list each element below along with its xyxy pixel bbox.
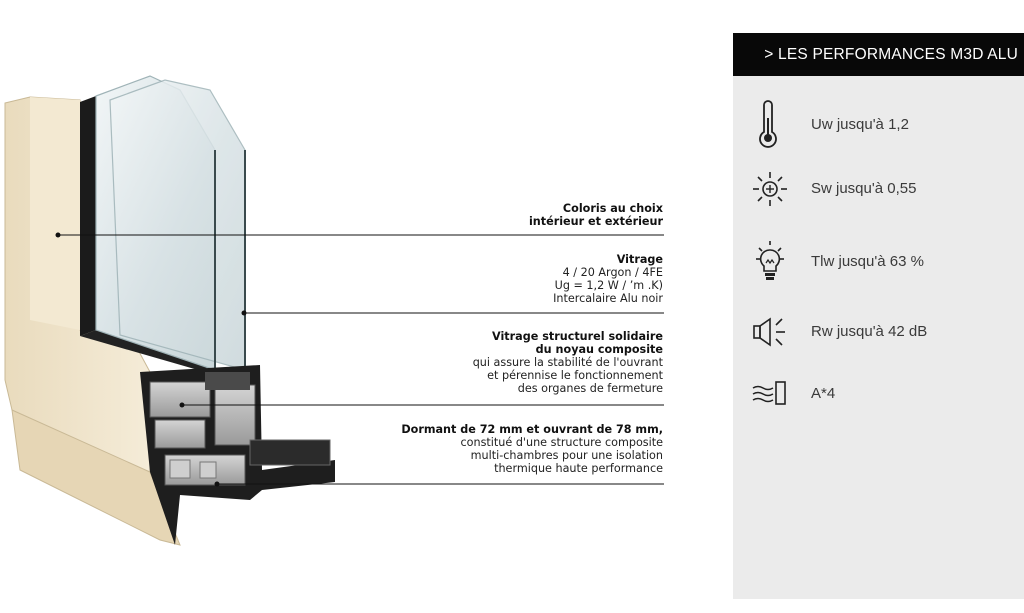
perf-label-air: A*4 <box>811 385 836 402</box>
air-window-icon <box>748 369 792 419</box>
callout-dormant-line3: thermique haute performance <box>494 462 663 475</box>
double-glazing <box>96 76 245 372</box>
thermometer-icon <box>748 100 792 150</box>
callout-vitrage <box>363 253 663 305</box>
panel-header: > LES PERFORMANCES M3D ALU <box>733 33 1024 76</box>
callout-structurel-title2: du noyau composite <box>535 343 663 356</box>
callout-structurel-line2: et pérennise le fonctionnement <box>487 369 663 382</box>
perf-label-uw: Uw jusqu'à 1,2 <box>811 116 909 133</box>
perf-label-rw: Rw jusqu'à 42 dB <box>811 323 928 340</box>
callout-dormant-line2: multi-chambres pour une isolation <box>470 449 663 462</box>
callout-dormant-title: Dormant de 72 mm et ouvrant de 78 mm, <box>401 423 663 436</box>
callout-structurel-line1: qui assure la stabilité de l'ouvrant <box>472 356 663 369</box>
callout-dormant-line1: constitué d'une structure composite <box>460 436 663 449</box>
perf-label-tlw: Tlw jusqu'à 63 % <box>811 253 924 270</box>
callout-vitrage-title: Vitrage <box>616 253 663 266</box>
callout-vitrage-line3: Intercalaire Alu noir <box>553 292 663 305</box>
callout-vitrage-line2: Ug = 1,2 W / ’m .K) <box>554 279 663 292</box>
callout-structurel-line3: des organes de fermeture <box>517 382 663 395</box>
callout-structurel-title1: Vitrage structurel solidaire <box>492 330 663 343</box>
perf-label-sw: Sw jusqu'à 0,55 <box>811 180 917 197</box>
perf-item-tlw <box>733 237 1024 287</box>
lightbulb-icon <box>748 237 792 287</box>
callout-dormant <box>363 423 663 475</box>
callout-coloris-line1: Coloris au choix <box>562 202 663 215</box>
speaker-icon <box>748 307 792 357</box>
composite-profile-section <box>140 365 335 545</box>
callout-vitrage-line1: 4 / 20 Argon / 4FE <box>562 266 663 279</box>
perf-item-sw <box>733 164 1024 214</box>
performance-panel <box>733 33 1024 599</box>
callout-coloris <box>363 202 663 228</box>
sun-icon <box>748 164 792 214</box>
perf-item-rw <box>733 307 1024 357</box>
perf-item-air <box>733 369 1024 419</box>
perf-item-uw <box>733 100 1024 150</box>
callout-coloris-line2: intérieur et extérieur <box>528 215 663 228</box>
callout-structurel <box>363 330 663 395</box>
